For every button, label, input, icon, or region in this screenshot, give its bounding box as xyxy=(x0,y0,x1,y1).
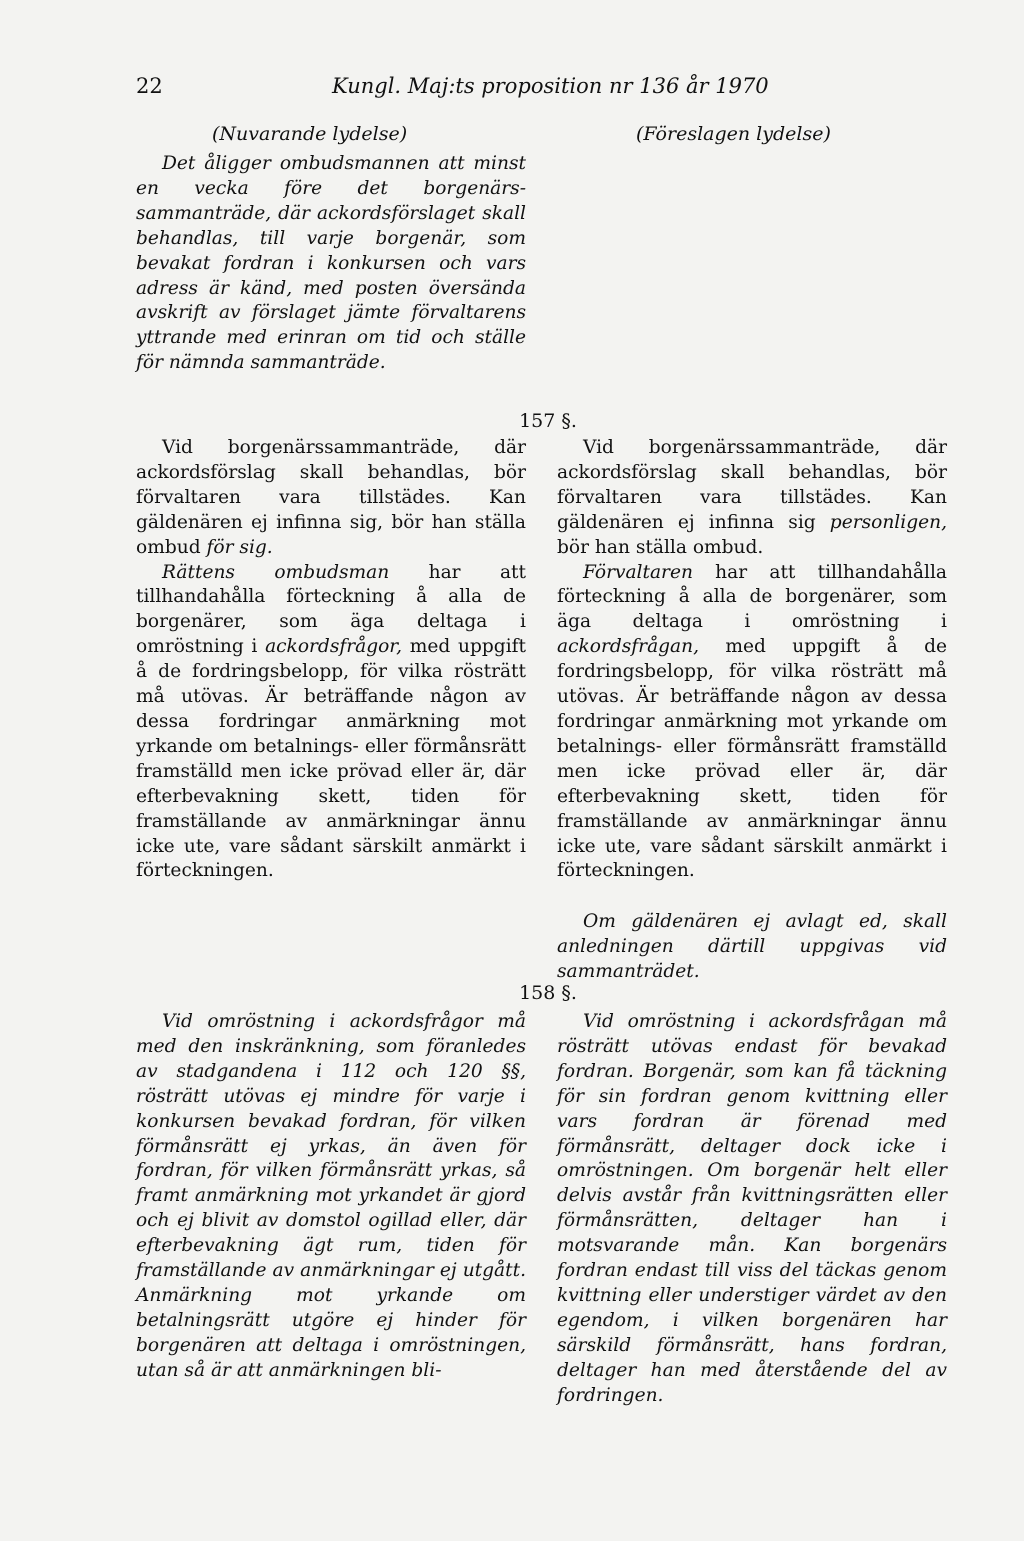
section-158-heading: 158 §. xyxy=(519,982,577,1004)
left-157-p1-italic: för sig. xyxy=(206,536,273,558)
left-column-heading: (Nuvarande lydelse) xyxy=(212,123,408,145)
right-157-paragraph-2 xyxy=(557,561,947,885)
left-intro-text: Det åligger ombudsmannen att minst en vecka före det borgenärs-sammanträde, där ackordsförslaget skall behandlas, till varje borgenär, som bevakat fordran i konkursen och vars adress är känd, med posten översända avskrift av förslaget jämte förvaltarens yttrande med erinran om tid och ställe för nämnda sammanträde. xyxy=(136,153,526,374)
right-157-p1-italic: personligen, xyxy=(829,511,947,533)
right-157-paragraph-1 xyxy=(557,436,947,561)
right-157-p2-italic-c: ackordsfrågan, xyxy=(557,636,700,658)
left-157-p1-text: Vid borgenärssammanträde, där ackordsförslag skall behandlas, bör förvaltaren vara tillstädes. Kan gäldenären ej infinna sig, bör han ställa ombud xyxy=(136,437,526,558)
right-157-p1-text: Vid borgenärssammanträde, där ackordsförslag skall behandlas, bör förvaltaren vara tillstädes. Kan gäldenären ej infinna sig xyxy=(557,437,947,533)
right-157-p2-italic-a: Förvaltaren xyxy=(583,561,693,583)
right-158-paragraph: Vid omröstning i ackordsfrågan må rösträtt utövas endast för bevakad fordran. Borgenär, som kan få täckning för sin fordran genom kvittning eller vars fordran är förenad med förmånsrätt, deltager dock icke i omröstningen. Om borgenär helt eller delvis avstår från kvittningsrätten eller förmånsrätten, deltager han i motsvarande mån. Kan borgenärs fordran endast till viss del täckas genom kvittning eller understiger värdet av den egendom, i vilken borgenären har särskild förmånsrätt, hans fordran, deltager han med återstående del av fordringen. xyxy=(557,1011,947,1406)
section-158-left-column xyxy=(136,1010,526,1384)
left-158-paragraph: Vid omröstning i ackordsfrågor må med den inskränkning, som föranledes av stadgandena i 112 och 120 §§, rösträtt utövas ej mindre för varje i konkursen bevakad fordran, för vilken förmånsrätt ej yrkas, än även för fordran, för vilken förmånsrätt yrkas, så framt anmärkning mot yrkandet är gjord och ej blivit av domstol ogillad eller, där efterbevakning ägt rum, tiden för framställande av anmärkningar ej utgått. Anmärkning mot yrkande om betalningsrätt utgöre ej hinder för borgenären att deltaga i omröstningen, utan så är att anmärkningen bli- xyxy=(136,1011,526,1381)
running-title: Kungl. Maj:ts proposition nr 136 år 1970 xyxy=(332,74,769,98)
left-157-p2-italic-a: Rättens ombudsman xyxy=(162,561,390,583)
section-157-heading: 157 §. xyxy=(519,410,577,432)
right-column-heading: (Föreslagen lydelse) xyxy=(636,123,831,145)
left-157-p2-italic-c: ackordsfrågor, xyxy=(265,636,403,658)
page-number: 22 xyxy=(136,74,163,98)
section-158-right-column xyxy=(557,1010,947,1409)
right-157-p2-text-d: med uppgift å de fordringsbelopp, för vilka rösträtt må utövas. Är beträffande någon av dessa fordringar anmärkning mot yrkande om betalnings- eller förmånsrätt framställd men icke prövad eller är, där efterbevakning skett, tiden för framställande av anmärkningar ännu icke ute, vare sådant särskilt anmärkt i förteckningen. xyxy=(557,636,947,882)
left-157-p2-text-b: har att tillhandahålla förteckning å alla de borgenärer, som äga deltaga i omröstning i xyxy=(136,561,526,658)
left-157-p2-text-d: med uppgift å de fordringsbelopp, för vilka rösträtt må utövas. Är beträffande någon av dessa fordringar anmärkning mot yrkande om betalnings- eller förmånsrätt framställd men icke prövad eller är, där efterbevakning skett, tiden för framställande av anmärkningar ännu icke ute, vare sådant särskilt anmärkt i förteckningen. xyxy=(136,636,526,882)
left-157-paragraph-1 xyxy=(136,436,526,561)
left-intro-paragraph xyxy=(136,152,526,376)
right-157-p1-end: bör han ställa ombud. xyxy=(557,536,764,558)
right-157-p2-text-b: har att tillhandahålla förteckning å alla de borgenärer, som äga deltaga i omröstning i xyxy=(557,561,947,633)
section-157-left-column xyxy=(136,436,526,884)
page-header xyxy=(136,70,896,102)
section-157-right-column xyxy=(557,436,947,985)
right-157-paragraph-3: Om gäldenären ej avlagt ed, skall anledningen därtill uppgivas vid sammanträdet. xyxy=(557,911,947,983)
left-157-paragraph-2 xyxy=(136,561,526,885)
